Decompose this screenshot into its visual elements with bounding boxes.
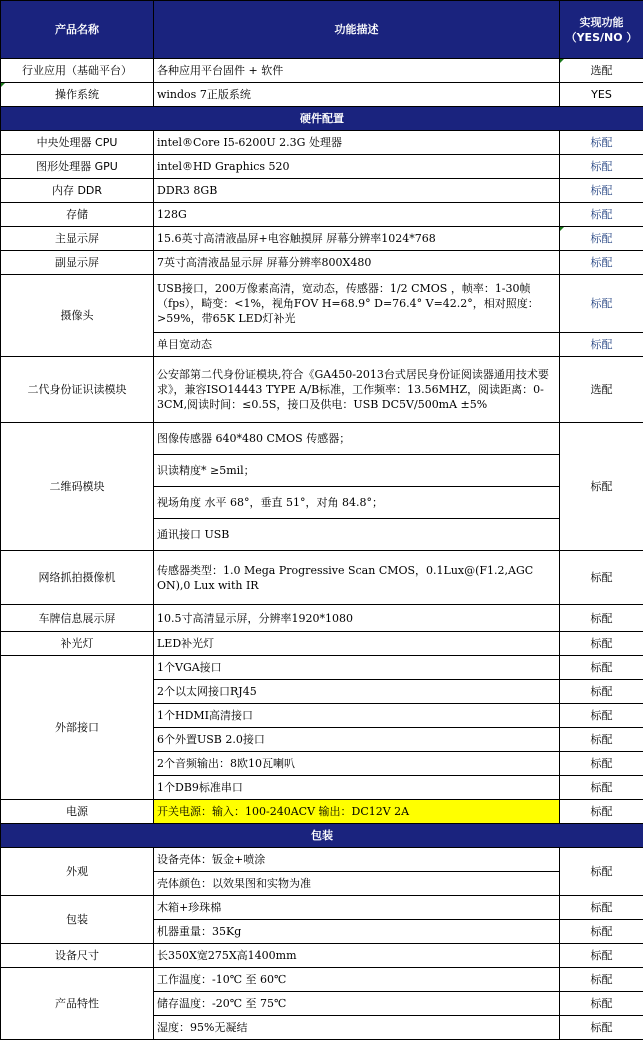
status: 标配 [560, 728, 643, 752]
table-row [1, 251, 643, 275]
status: 标配 [560, 1016, 643, 1040]
function-desc: 湿度：95%无凝结 [154, 1016, 560, 1040]
table-row [1, 605, 643, 632]
function-desc: USB接口，200万像素高清，宽动态，传感器：1/2 CMOS ，帧率：1-30帧（fps），畸变：<1%，视角FOV H=68.9° D=76.4° V=42.2°，相对照度：>59%，带65K LED灯补光 [154, 275, 560, 333]
status: 标配 [560, 179, 643, 203]
function-desc: windos 7正版系统 [154, 83, 560, 107]
status: 标配 [560, 968, 643, 992]
product-name: 操作系统 [1, 83, 154, 107]
status: 标配 [560, 800, 643, 824]
status: 标配 [560, 251, 643, 275]
table-row [1, 83, 643, 107]
table-header [1, 1, 643, 59]
product-name: 电源 [1, 800, 154, 824]
header-implemented [560, 1, 643, 59]
status: 标配 [560, 131, 643, 155]
product-name: 车牌信息展示屏 [1, 605, 154, 632]
function-desc: 单目宽动态 [154, 333, 560, 357]
product-name: 二维码模块 [1, 423, 154, 551]
product-name: 图形处理器 GPU [1, 155, 154, 179]
function-desc: DDR3 8GB [154, 179, 560, 203]
section-header-hardware [1, 107, 643, 131]
product-name: 产品特性 [1, 968, 154, 1040]
table-row [1, 632, 643, 656]
product-name: 包装 [1, 896, 154, 944]
function-desc: 10.5寸高清显示屏，分辨率1920*1080 [154, 605, 560, 632]
status: YES [560, 83, 643, 107]
function-desc: 各种应用平台固件 + 软件 [154, 59, 560, 83]
function-desc: 传感器类型：1.0 Mega Progressive Scan CMOS，0.1Lux@(F1.2,AGC ON),0 Lux with IR [154, 551, 560, 605]
status: 标配 [560, 944, 643, 968]
status: 标配 [560, 656, 643, 680]
function-desc: 设备壳体：钣金+喷涂 [154, 848, 560, 872]
product-name: 网络抓拍摄像机 [1, 551, 154, 605]
product-name: 中央处理器 CPU [1, 131, 154, 155]
function-desc: 1个VGA接口 [154, 656, 560, 680]
status: 标配 [560, 203, 643, 227]
section-title: 硬件配置 [1, 107, 643, 131]
function-desc: 视场角度 水平 68°，垂直 51°，对角 84.8°； [154, 487, 560, 519]
function-desc: 通讯接口 USB [154, 519, 560, 551]
function-desc: 7英寸高清液晶显示屏 屏幕分辨率800X480 [154, 251, 560, 275]
function-desc: 识读精度* ≥5mil； [154, 455, 560, 487]
status: 标配 [560, 333, 643, 357]
status: 标配 [560, 848, 643, 896]
table-row [1, 275, 643, 333]
status: 标配 [560, 423, 643, 551]
table-row [1, 155, 643, 179]
status: 选配 [560, 357, 643, 423]
function-desc: 壳体颜色：以效果图和实物为准 [154, 872, 560, 896]
function-desc: 1个HDMI高清接口 [154, 704, 560, 728]
table-row [1, 227, 643, 251]
product-name: 主显示屏 [1, 227, 154, 251]
status: 标配 [560, 680, 643, 704]
product-name: 摄像头 [1, 275, 154, 357]
status: 标配 [560, 155, 643, 179]
product-name: 存储 [1, 203, 154, 227]
product-name: 行业应用（基础平台） [1, 59, 154, 83]
status: 标配 [560, 752, 643, 776]
function-desc: intel®Core I5-6200U 2.3G 处理器 [154, 131, 560, 155]
function-desc: intel®HD Graphics 520 [154, 155, 560, 179]
table-row [1, 896, 643, 920]
status: 标配 [560, 776, 643, 800]
product-name: 设备尺寸 [1, 944, 154, 968]
function-desc: 6个外置USB 2.0接口 [154, 728, 560, 752]
section-header-packaging [1, 824, 643, 848]
function-desc: 木箱+珍珠棉 [154, 896, 560, 920]
status: 选配 [560, 59, 643, 83]
header-implemented-line1: 实现功能 [579, 15, 624, 29]
status: 标配 [560, 227, 643, 251]
function-desc: 2个音频输出：8欧10瓦喇叭 [154, 752, 560, 776]
function-desc: 2个以太网接口RJ45 [154, 680, 560, 704]
product-name: 内存 DDR [1, 179, 154, 203]
function-desc: 开关电源：输入：100-240ACV 输出：DC12V 2A [154, 800, 560, 824]
table-row [1, 423, 643, 455]
table-row [1, 179, 643, 203]
function-desc: 图像传感器 640*480 CMOS 传感器； [154, 423, 560, 455]
function-desc: 长350X宽275X高1400mm [154, 944, 560, 968]
function-desc: 工作温度：-10℃ 至 60℃ [154, 968, 560, 992]
status: 标配 [560, 896, 643, 920]
table-row [1, 800, 643, 824]
header-function-desc: 功能描述 [154, 1, 560, 59]
section-title: 包装 [1, 824, 643, 848]
table-row [1, 656, 643, 680]
status: 标配 [560, 992, 643, 1016]
function-desc: 128G [154, 203, 560, 227]
function-desc: 公安部第二代身份证模块,符合《GA450-2013台式居民身份证阅读器通用技术要求》，兼容ISO14443 TYPE A/B标准，工作频率：13.56MHZ，阅读距离：0-3CM,阅读时间：≤0.5S，接口及供电：USB DC5V/500mA ±5% [154, 357, 560, 423]
status: 标配 [560, 551, 643, 605]
status: 标配 [560, 704, 643, 728]
function-desc: 1个DB9标准串口 [154, 776, 560, 800]
table-row [1, 203, 643, 227]
table-row [1, 59, 643, 83]
function-desc: 机器重量：35Kg [154, 920, 560, 944]
status: 标配 [560, 275, 643, 333]
product-name: 补光灯 [1, 632, 154, 656]
product-name: 副显示屏 [1, 251, 154, 275]
status: 标配 [560, 605, 643, 632]
product-name: 二代身份证识读模块 [1, 357, 154, 423]
table-row [1, 848, 643, 872]
header-implemented-line2: （YES/NO ） [565, 30, 638, 44]
table-row [1, 944, 643, 968]
function-desc: LED补光灯 [154, 632, 560, 656]
function-desc: 储存温度：-20℃ 至 75℃ [154, 992, 560, 1016]
table-row [1, 968, 643, 992]
table-row [1, 131, 643, 155]
status: 标配 [560, 632, 643, 656]
product-name: 外部接口 [1, 656, 154, 800]
table-row [1, 357, 643, 423]
header-product-name: 产品名称 [1, 1, 154, 59]
product-name: 外观 [1, 848, 154, 896]
status: 标配 [560, 920, 643, 944]
function-desc: 15.6英寸高清液晶屏+电容触摸屏 屏幕分辨率1024*768 [154, 227, 560, 251]
table-row [1, 551, 643, 605]
